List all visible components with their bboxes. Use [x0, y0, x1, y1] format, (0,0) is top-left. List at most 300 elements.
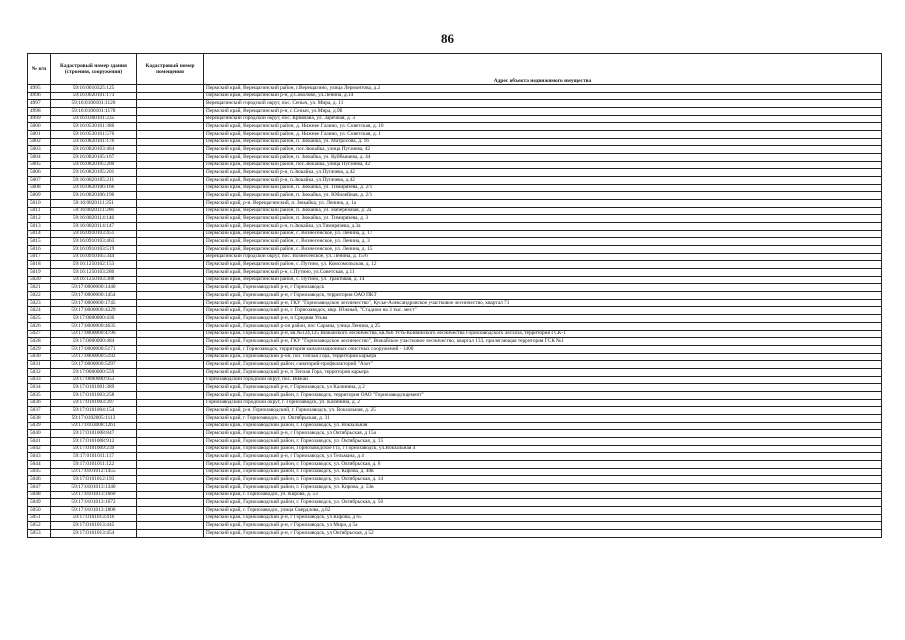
room-cadastral-cell [137, 292, 204, 300]
building-cadastral-cell: 59:16:1250103:280 [51, 269, 137, 277]
table-row [28, 399, 882, 407]
address-cell: Пермский край, Горнозаводский р-н, г Горнозаводск, территория ОАО ПКТ [204, 292, 882, 300]
room-cadastral-cell [137, 108, 204, 116]
room-cadastral-cell [137, 253, 204, 261]
room-cadastral-cell [137, 207, 204, 215]
building-cadastral-cell: 59:16:0910103:463 [51, 238, 137, 246]
table-row [28, 468, 882, 476]
room-cadastral-cell [137, 476, 204, 484]
address-cell: Пермский край, Верещагинский район, п. Зюкайка, ул. Матросова, д. 16 [204, 138, 882, 146]
room-cadastral-cell [137, 154, 204, 162]
building-cadastral-cell: 59:17:0101004:154 [51, 407, 137, 415]
building-cadastral-cell: 59:17:0000000:5192 [51, 353, 137, 361]
table-row [28, 169, 882, 177]
building-cadastral-cell: 59:17:0000000:4229 [51, 307, 137, 315]
room-cadastral-cell [137, 499, 204, 507]
address-cell: Пермский край, Верещагинский район, с. Вознесенское, ул. Ленина, д. 3 [204, 238, 882, 246]
table-row [28, 322, 882, 330]
row-number-cell: 5018 [28, 261, 51, 269]
address-cell: Пермский край, Горнозаводский район, г. Горнозаводск, ул. Октябрьская, д. 15 [204, 437, 882, 445]
room-cadastral-cell [137, 522, 204, 530]
room-cadastral-cell [137, 453, 204, 461]
table-body [28, 85, 882, 538]
table-header [28, 54, 882, 85]
room-cadastral-cell [137, 200, 204, 208]
row-number-cell: 5025 [28, 315, 51, 323]
room-cadastral-cell [137, 330, 204, 338]
table-row [28, 315, 882, 323]
row-number-cell: 5048 [28, 491, 51, 499]
room-cadastral-cell [137, 437, 204, 445]
building-cadastral-cell: 59:16:0820114:147 [51, 223, 137, 231]
building-cadastral-cell: 59:16:0820103:464 [51, 146, 137, 154]
address-cell: Пермский край, Верещагинский р-н, с.Сепыч, ул.Мира, д.9б [204, 108, 882, 116]
row-number-cell: 5022 [28, 292, 51, 300]
address-cell: Пермский край, Горнозаводский р-н, г Горнозаводск, ул Кирова, д 65 [204, 514, 882, 522]
room-cadastral-cell [137, 529, 204, 537]
table-row [28, 483, 882, 491]
row-number-cell: 4995 [28, 85, 51, 93]
room-cadastral-cell [137, 146, 204, 154]
address-cell: Пермский край, Верещагинский район, п. Зюкайка, ул. Куйбышева, д. 44 [204, 154, 882, 162]
building-cadastral-cell: 59:17:0101013:1672 [51, 499, 137, 507]
room-cadastral-cell [137, 184, 204, 192]
building-cadastral-cell: 59:17:0101003:258 [51, 391, 137, 399]
header-building-cadastral: Кадастровый номер здания (строения, сооружения) [51, 54, 137, 85]
table-row [28, 200, 882, 208]
room-cadastral-cell [137, 100, 204, 108]
address-cell: Пермский край, Горнозаводский район, г. Горнозаводск, ул. Кирова, д. 53в [204, 483, 882, 491]
address-cell: Пермский край, Верещагинский район, д. Нижнее Галино, ул. Советская, д. 1 [204, 131, 882, 139]
room-cadastral-cell [137, 483, 204, 491]
address-cell: Горнозаводский городской округ, г. Горнозаводск, ул. Калинина, д. 2 [204, 399, 882, 407]
address-cell: Пермский край, г. Горнозаводск, ул. Октябрьская, д. 31 [204, 414, 882, 422]
table-row [28, 131, 882, 139]
room-cadastral-cell [137, 430, 204, 438]
building-cadastral-cell: 59:16:0300101:235 [51, 115, 137, 123]
row-number-cell: 5017 [28, 253, 51, 261]
room-cadastral-cell [137, 345, 204, 353]
address-cell: Пермский край, Верещагинский район, д. Нижнее Галино, ул. Советская, д. 10 [204, 123, 882, 131]
row-number-cell: 5046 [28, 476, 51, 484]
row-number-cell: 5007 [28, 177, 51, 185]
row-number-cell: 5003 [28, 146, 51, 154]
building-cadastral-cell: 59:16:0910103:519 [51, 246, 137, 254]
table-row [28, 414, 882, 422]
building-cadastral-cell: 59:16:0530101:386 [51, 123, 137, 131]
row-number-cell: 5000 [28, 123, 51, 131]
table-row [28, 177, 882, 185]
address-cell: Пермский край, Горнозаводский район, г. Горнозаводск, ул. Октябрьская, д. 6 [204, 460, 882, 468]
row-number-cell: 5010 [28, 200, 51, 208]
row-number-cell: 5037 [28, 407, 51, 415]
row-number-cell: 5044 [28, 460, 51, 468]
building-cadastral-cell: 59:16:0820105:201 [51, 169, 137, 177]
building-cadastral-cell: 59:17:0000000:1454 [51, 292, 137, 300]
row-number-cell: 5030 [28, 353, 51, 361]
table-row [28, 269, 882, 277]
table-row [28, 330, 882, 338]
building-cadastral-cell: 59:16:0820105:167 [51, 154, 137, 162]
table-row [28, 453, 882, 461]
table-row [28, 391, 882, 399]
building-cadastral-cell: 59:16:0820114:146 [51, 215, 137, 223]
table-row [28, 299, 882, 307]
table-row [28, 253, 882, 261]
row-number-cell: 5005 [28, 161, 51, 169]
address-cell: Пермский край, Горнозаводский р-н, г. Горнозаводск, мкр. Южный, "Стадион на 3 тыс. мест" [204, 307, 882, 315]
room-cadastral-cell [137, 123, 204, 131]
room-cadastral-cell [137, 169, 204, 177]
row-number-cell: 5035 [28, 391, 51, 399]
table-row [28, 460, 882, 468]
building-cadastral-cell: 59:17:0101013:1340 [51, 483, 137, 491]
room-cadastral-cell [137, 422, 204, 430]
building-cadastral-cell: 59:16:1250103:308 [51, 276, 137, 284]
table-row [28, 522, 882, 530]
table-row [28, 215, 882, 223]
building-cadastral-cell: 59:16:0820101:176 [51, 138, 137, 146]
room-cadastral-cell [137, 338, 204, 346]
room-cadastral-cell [137, 399, 204, 407]
address-cell: Пермский край, Верещагинский район, г.Верещагино, улица Лермонтова, д.2 [204, 85, 882, 93]
table-row [28, 184, 882, 192]
building-cadastral-cell: 59:17:0101012:193 [51, 476, 137, 484]
row-number-cell: 5026 [28, 322, 51, 330]
address-cell: Пермский край, Горнозаводский район, г. Горнозаводск, ул. Вокзальная [204, 422, 882, 430]
row-number-cell: 4998 [28, 108, 51, 116]
header-number: № п/п [28, 54, 51, 85]
row-number-cell: 5029 [28, 345, 51, 353]
row-number-cell: 5011 [28, 207, 51, 215]
row-number-cell: 4997 [28, 100, 51, 108]
address-cell: Пермский край, Горнозаводский район, г. Горнозаводск, ул. Октябрьская, д. 50 [204, 499, 882, 507]
row-number-cell: 4996 [28, 92, 51, 100]
building-cadastral-cell: 59:17:0101008:912 [51, 437, 137, 445]
row-number-cell: 5032 [28, 368, 51, 376]
table-row [28, 430, 882, 438]
room-cadastral-cell [137, 161, 204, 169]
table-row [28, 384, 882, 392]
table-row [28, 92, 882, 100]
room-cadastral-cell [137, 131, 204, 139]
room-cadastral-cell [137, 414, 204, 422]
room-cadastral-cell [137, 238, 204, 246]
building-cadastral-cell: 59:17:0000000:1440 [51, 284, 137, 292]
room-cadastral-cell [137, 138, 204, 146]
table-row [28, 246, 882, 254]
table-row [28, 368, 882, 376]
table-row [28, 138, 882, 146]
address-cell: Пермский край, Горнозаводский район, санаторий-профилакторий "Азот" [204, 361, 882, 369]
building-cadastral-cell: 59:17:0000000:5171 [51, 345, 137, 353]
address-cell: Пермский край, Горнозаводский район, г. Горнозаводск, ул. Октябрьская, д. 14 [204, 476, 882, 484]
row-number-cell: 5006 [28, 169, 51, 177]
address-cell: Пермский край, Верещагинский район, с. Путино, ул. Комсомольская, д. 12 [204, 261, 882, 269]
room-cadastral-cell [137, 376, 204, 384]
building-cadastral-cell: 59:16:0820105:200 [51, 161, 137, 169]
address-cell: Пермский край, Горнозаводский р-он район, пос Сараны, улица Ленина, д 25 [204, 322, 882, 330]
row-number-cell: 5009 [28, 192, 51, 200]
address-cell: Пермский край, р-н. Верещагинский, п. Зюкайка, ул. Ленина, д. 1а [204, 200, 882, 208]
building-cadastral-cell: 59:17:0101013:1660 [51, 491, 137, 499]
row-number-cell: 5039 [28, 422, 51, 430]
table-row [28, 108, 882, 116]
page-number: 86 [441, 31, 454, 46]
table-row [28, 506, 882, 514]
table-row [28, 345, 882, 353]
address-cell: Пермский край, Верещагинский район, с. Путино, ул. Трактовая, д. 14 [204, 276, 882, 284]
address-cell: Верещагинский городской округ, пос. Вознесенское, ул. Ленина, д. 15/6 [204, 253, 882, 261]
address-cell: Пермский край, Горнозаводский р-н, г Горнозаводск, ул Октябрьская, д 52 [204, 529, 882, 537]
room-cadastral-cell [137, 368, 204, 376]
row-number-cell: 5041 [28, 437, 51, 445]
building-cadastral-cell: 59:17:0000000:430 [51, 315, 137, 323]
row-number-cell: 5042 [28, 445, 51, 453]
room-cadastral-cell [137, 192, 204, 200]
address-cell: Верещагинский городской округ, пос. Сепыч, ул. Мира, д. 11 [204, 100, 882, 108]
row-number-cell: 5013 [28, 223, 51, 231]
table-row [28, 161, 882, 169]
table-row [28, 230, 882, 238]
table-row [28, 514, 882, 522]
building-cadastral-cell: 59:16:0820111:251 [51, 200, 137, 208]
room-cadastral-cell [137, 506, 204, 514]
building-cadastral-cell: 59:16:0010325:125 [51, 85, 137, 93]
address-cell: Горнозаводский городской округ, пос. Вижай [204, 376, 882, 384]
row-number-cell: 5002 [28, 138, 51, 146]
room-cadastral-cell [137, 514, 204, 522]
room-cadastral-cell [137, 468, 204, 476]
building-cadastral-cell: 59:16:0820106:166 [51, 184, 137, 192]
room-cadastral-cell [137, 269, 204, 277]
address-cell: Пермский край, Верещагинский р-н, п.Зюкайка, ул.Пугачева, д.42 [204, 177, 882, 185]
building-cadastral-cell: 59:17:0000000:953 [51, 376, 137, 384]
building-cadastral-cell: 59:17:0101008:847 [51, 430, 137, 438]
building-cadastral-cell: 59:16:0100101:1178 [51, 108, 137, 116]
row-number-cell: 5001 [28, 131, 51, 139]
table-row [28, 284, 882, 292]
table-row [28, 407, 882, 415]
row-number-cell: 5023 [28, 299, 51, 307]
table-row [28, 207, 882, 215]
room-cadastral-cell [137, 315, 204, 323]
row-number-cell: 5019 [28, 269, 51, 277]
room-cadastral-cell [137, 491, 204, 499]
row-number-cell: 5008 [28, 184, 51, 192]
address-cell: Пермский край, Верещагинский район, п. Зюкайка, ул. Юбилейная, д. 2/1 [204, 192, 882, 200]
row-number-cell: 4999 [28, 115, 51, 123]
row-number-cell: 5015 [28, 238, 51, 246]
row-number-cell: 5004 [28, 154, 51, 162]
room-cadastral-cell [137, 230, 204, 238]
row-number-cell: 5021 [28, 284, 51, 292]
building-cadastral-cell: 59:17:0102005:1113 [51, 414, 137, 422]
property-register-table [27, 53, 882, 538]
table-row [28, 115, 882, 123]
address-cell: Верещагинский городской округ, пос. Кривчана, ул. Заречная, д. 3 [204, 115, 882, 123]
room-cadastral-cell [137, 391, 204, 399]
address-cell: Пермский край, г. Горнозаводск, ул. Кирова, д. 53 [204, 491, 882, 499]
room-cadastral-cell [137, 284, 204, 292]
address-cell: Пермский край, Горнозаводский р-н, кв.№124,125 Вижайского лесничества, кв.№6 Усть-Койвинского лесничества Горнозаводского лесхоза, территория ГСК-1 [204, 330, 882, 338]
address-cell: Пермский край, Верещагинский район, пос.Зюкайка, улица Пугачева, 42 [204, 146, 882, 154]
address-cell: Пермский край, Горнозаводский р-н, г Горнозаводск, ул Тельмана, д 4 [204, 453, 882, 461]
table-row [28, 422, 882, 430]
row-number-cell: 5031 [28, 361, 51, 369]
table-row [28, 529, 882, 537]
room-cadastral-cell [137, 223, 204, 231]
address-cell: Пермский край, Верещагинский район, с. Вознесенское, ул. Ленина, д. 17 [204, 230, 882, 238]
table-row [28, 223, 882, 231]
table-row [28, 307, 882, 315]
building-cadastral-cell: 59:16:0530101:576 [51, 131, 137, 139]
room-cadastral-cell [137, 115, 204, 123]
row-number-cell: 5053 [28, 529, 51, 537]
building-cadastral-cell: 59:17:0101013:1808 [51, 506, 137, 514]
room-cadastral-cell [137, 261, 204, 269]
table-row [28, 154, 882, 162]
table-row [28, 192, 882, 200]
row-number-cell: 5036 [28, 399, 51, 407]
header-room-cadastral: Кадастровый номер помещения [137, 54, 204, 85]
address-cell: Пермский край, Верещагинский р-н, п.Зюкайка, ул.Пугачева, д.42 [204, 169, 882, 177]
building-cadastral-cell: 59:17:0000000:4796 [51, 330, 137, 338]
address-cell: Пермский край, Горнозаводский р-н, г Горнозаводск [204, 284, 882, 292]
row-number-cell: 5027 [28, 330, 51, 338]
row-number-cell: 5014 [28, 230, 51, 238]
room-cadastral-cell [137, 445, 204, 453]
building-cadastral-cell: 59:16:1250102:153 [51, 261, 137, 269]
building-cadastral-cell: 59:17:0101011:117 [51, 453, 137, 461]
building-cadastral-cell: 59:16:0100101:1120 [51, 100, 137, 108]
address-cell: Пермский край, Верещагинский р-н, с.Путино, ул.Советская, д.11 [204, 269, 882, 277]
table-row [28, 499, 882, 507]
row-number-cell: 5043 [28, 453, 51, 461]
table-row [28, 146, 882, 154]
table-row [28, 445, 882, 453]
table-row [28, 292, 882, 300]
row-number-cell: 5033 [28, 376, 51, 384]
building-cadastral-cell: 59:17:0101013:445 [51, 522, 137, 530]
building-cadastral-cell: 59:17:0000000:1745 [51, 299, 137, 307]
row-number-cell: 5016 [28, 246, 51, 254]
building-cadastral-cell: 59:16:0910105:344 [51, 253, 137, 261]
building-cadastral-cell: 59:16:0820111:266 [51, 207, 137, 215]
building-cadastral-cell: 59:17:0000000:5297 [51, 361, 137, 369]
row-number-cell: 5051 [28, 514, 51, 522]
row-number-cell: 5050 [28, 506, 51, 514]
building-cadastral-cell: 59:17:0000000:559 [51, 368, 137, 376]
table-row [28, 85, 882, 93]
building-cadastral-cell: 59:16:0020101:173 [51, 92, 137, 100]
address-cell: Пермский край, Горнозаводский р-н, п Теплая Гора, территория карьера [204, 368, 882, 376]
table-row [28, 261, 882, 269]
address-cell: Пермский край, Верещагинский район, п. Зюкайка, ул. Тимирязева, д. 2/1 [204, 184, 882, 192]
room-cadastral-cell [137, 246, 204, 254]
building-cadastral-cell: 59:16:0910103:451 [51, 230, 137, 238]
row-number-cell: 5020 [28, 276, 51, 284]
room-cadastral-cell [137, 92, 204, 100]
building-cadastral-cell: 59:17:0000000:484 [51, 338, 137, 346]
table-row [28, 476, 882, 484]
room-cadastral-cell [137, 361, 204, 369]
building-cadastral-cell: 59:17:0000000:4635 [51, 322, 137, 330]
room-cadastral-cell [137, 85, 204, 93]
address-cell: Пермский край, Верещагинский район, с. Вознесенское, ул. Ленина, д. 15 [204, 246, 882, 254]
building-cadastral-cell: 59:17:0101013:454 [51, 529, 137, 537]
building-cadastral-cell: 59:17:0101003:397 [51, 399, 137, 407]
header-address: Адрес объекта недвижимого имущества [204, 54, 882, 85]
row-number-cell: 5034 [28, 384, 51, 392]
building-cadastral-cell: 59:17:0101011:122 [51, 460, 137, 468]
building-cadastral-cell: 59:16:0820105:211 [51, 177, 137, 185]
address-cell: Пермский край, р-н. Горнозаводский, г. Горнозаводск, ул. Вокзальная, д. 25 [204, 407, 882, 415]
address-cell: Пермский край, Горнозаводский р-н, г Горнозаводск, ул Калинина, д 2 [204, 384, 882, 392]
row-number-cell: 5045 [28, 468, 51, 476]
address-cell: Пермский край, Горнозаводский р-н, г Горнозаводск, ул Октябрьская, д 15а [204, 430, 882, 438]
row-number-cell: 5038 [28, 414, 51, 422]
table-row [28, 437, 882, 445]
table-row [28, 276, 882, 284]
building-cadastral-cell: 59:17:0101001:389 [51, 384, 137, 392]
room-cadastral-cell [137, 299, 204, 307]
address-cell: Пермский край, Горнозаводский р-н, ГКУ "Горнозаводское лесничество", Кусье-Александровское участковое лесничество, квартал 71 [204, 299, 882, 307]
row-number-cell: 5052 [28, 522, 51, 530]
address-cell: Пермский край, Горнозаводский район, г. Горнозаводск, территория ОАО "Горнозаводскцемент" [204, 391, 882, 399]
room-cadastral-cell [137, 276, 204, 284]
room-cadastral-cell [137, 384, 204, 392]
address-cell: Пермский край, Горнозаводский район, Горнозаводское ГП, г Горнозаводск, ул.Вокзальная 4 [204, 445, 882, 453]
table-row [28, 353, 882, 361]
building-cadastral-cell: 59:17:0103008:1261 [51, 422, 137, 430]
address-cell: Пермский край, Верещагинский район, п. Зюкайка, ул. Тимирязева, д. 3 [204, 215, 882, 223]
table-row [28, 491, 882, 499]
building-cadastral-cell: 59:16:0820106:196 [51, 192, 137, 200]
address-cell: Пермский край, Верещагинский район, пос.Зюкайка, улица Пугачева, 42 [204, 161, 882, 169]
table-row [28, 376, 882, 384]
address-cell: Пермский край, Верещагинский р-н, п.Зюкайка, ул.Тимирязева, д.3а [204, 223, 882, 231]
room-cadastral-cell [137, 322, 204, 330]
room-cadastral-cell [137, 177, 204, 185]
table-row [28, 361, 882, 369]
address-cell: Пермский край, Горнозаводский р-н, п Средняя Усьва [204, 315, 882, 323]
room-cadastral-cell [137, 407, 204, 415]
row-number-cell: 5028 [28, 338, 51, 346]
row-number-cell: 5024 [28, 307, 51, 315]
row-number-cell: 5049 [28, 499, 51, 507]
building-cadastral-cell: 59:17:0101013:416 [51, 514, 137, 522]
room-cadastral-cell [137, 215, 204, 223]
table-row [28, 338, 882, 346]
address-cell: Пермский край, г Горнозаводск, территория канализационных очистных сооружений - 1400 [204, 345, 882, 353]
room-cadastral-cell [137, 307, 204, 315]
address-cell: Пермский край, Горнозаводский р-он, пос Теплая Гора, территория карьера [204, 353, 882, 361]
address-cell: Пермский край, Горнозаводский р-н, ГКУ "Горнозаводское лесничество", Вижайское участковое лесничество, квартал 133, прилегающая территория ГСК №1 [204, 338, 882, 346]
address-cell: Пермский край, Горнозаводский район, г. Горнозаводск, ул. Кирова, д. 40в [204, 468, 882, 476]
row-number-cell: 5047 [28, 483, 51, 491]
address-cell: Пермский край, Верещагинский район, п. Зюкайка, ул. Набережная, д. 2а [204, 207, 882, 215]
address-cell: Пермский край, г. Горнозаводск, улица Свердлова, д.62 [204, 506, 882, 514]
building-cadastral-cell: 59:17:0101012:1455 [51, 468, 137, 476]
room-cadastral-cell [137, 460, 204, 468]
table-row [28, 238, 882, 246]
room-cadastral-cell [137, 353, 204, 361]
address-cell: Пермский край, Горнозаводский р-н, г Горнозаводск, ул Мира, д 5а [204, 522, 882, 530]
row-number-cell: 5012 [28, 215, 51, 223]
building-cadastral-cell: 59:17:0101009:239 [51, 445, 137, 453]
table-row [28, 100, 882, 108]
